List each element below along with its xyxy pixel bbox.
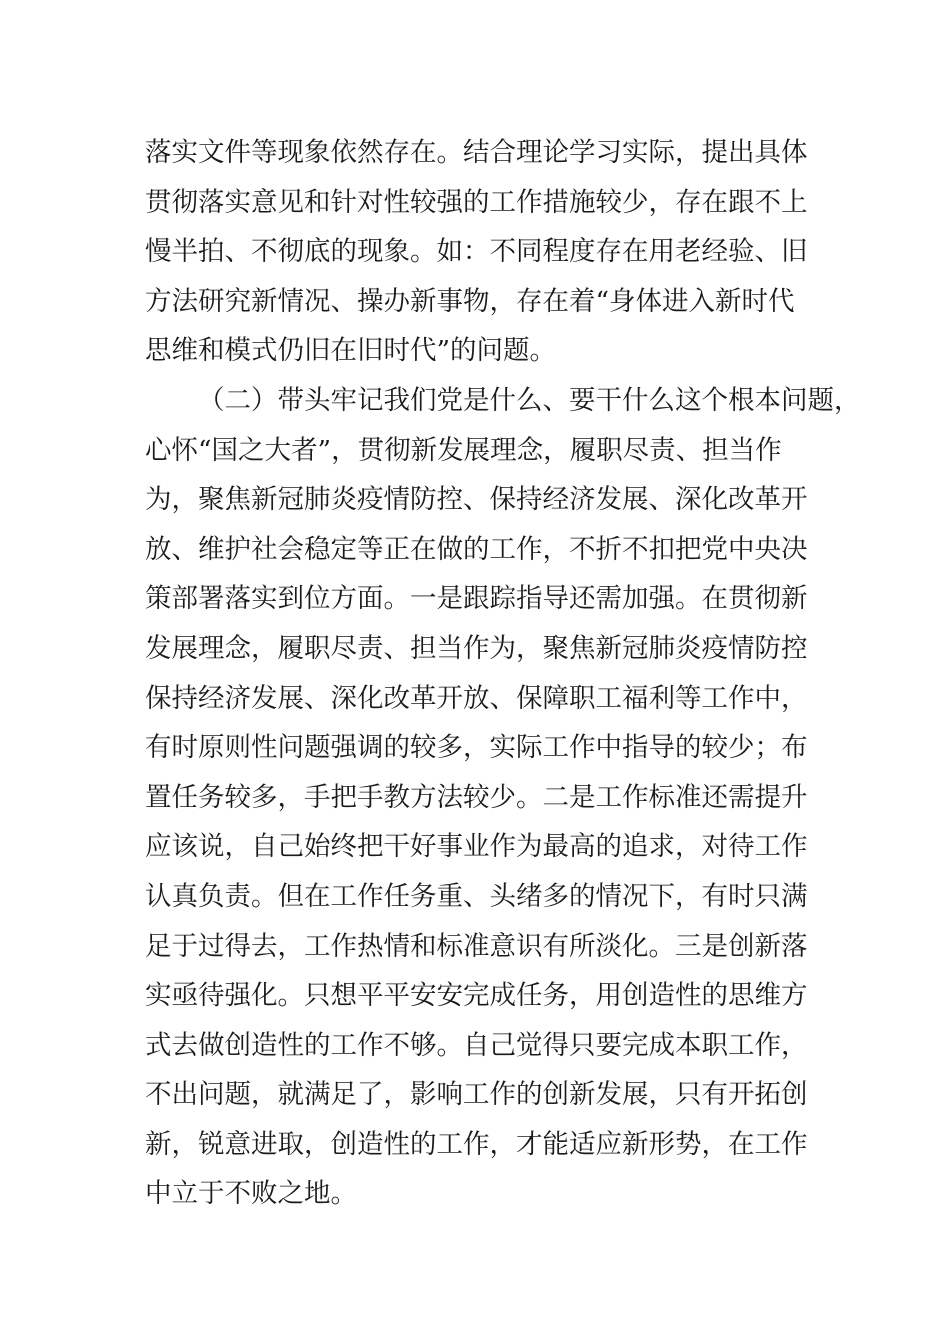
text-line: 思维和模式仍旧在旧时代”的问题。 (145, 335, 557, 367)
text-line: 不出问题，就满足了，影响工作的创新发展，只有开拓创 (145, 1079, 808, 1111)
text-line: 慢半拍、不彻底的现象。如：不同程度存在用老经验、旧 (145, 236, 808, 268)
text-line: 足于过得去，工作热情和标准意识有所淡化。三是创新落 (145, 930, 808, 962)
text-line: 保持经济发展、深化改革开放、保障职工福利等工作中， (145, 682, 808, 714)
text-line: 发展理念，履职尽责、担当作为，聚焦新冠肺炎疫情防控 (145, 632, 808, 664)
text-line: 策部署落实到位方面。一是跟踪指导还需加强。在贯彻新 (145, 583, 808, 615)
text-line: 心怀“国之大者”，贯彻新发展理念，履职尽责、担当作 (145, 434, 782, 466)
text-line: 置任务较多，手把手教方法较少。二是工作标准还需提升 (145, 781, 808, 813)
section-heading-line: （二）带头牢记我们党是什么、要干什么这个根本问题， (198, 384, 861, 416)
text-line: 为，聚焦新冠肺炎疫情防控、保持经济发展、深化改革开 (145, 484, 808, 516)
text-line: 式去做创造性的工作不够。自己觉得只要完成本职工作， (145, 1029, 808, 1061)
text-line: 实亟待强化。只想平平安安完成任务，用创造性的思维方 (145, 980, 808, 1012)
text-line: 贯彻落实意见和针对性较强的工作措施较少，存在跟不上 (145, 186, 808, 218)
text-line: 中立于不败之地。 (145, 1178, 357, 1210)
text-line: 放、维护社会稳定等正在做的工作，不折不扣把党中央决 (145, 533, 808, 565)
body-text (145, 128, 861, 1219)
text-line: 有时原则性问题强调的较多，实际工作中指导的较少；布 (145, 732, 808, 764)
text-line: 落实文件等现象依然存在。结合理论学习实际，提出具体 (145, 137, 808, 168)
text-line: 新，锐意进取，创造性的工作，才能适应新形势，在工作 (145, 1128, 808, 1160)
text-line: 方法研究新情况、操办新事物，存在着“身体进入新时代 (145, 285, 795, 317)
text-line: 认真负责。但在工作任务重、头绪多的情况下，有时只满 (145, 880, 808, 912)
text-line: 应该说，自己始终把干好事业作为最高的追求，对待工作 (145, 831, 808, 863)
